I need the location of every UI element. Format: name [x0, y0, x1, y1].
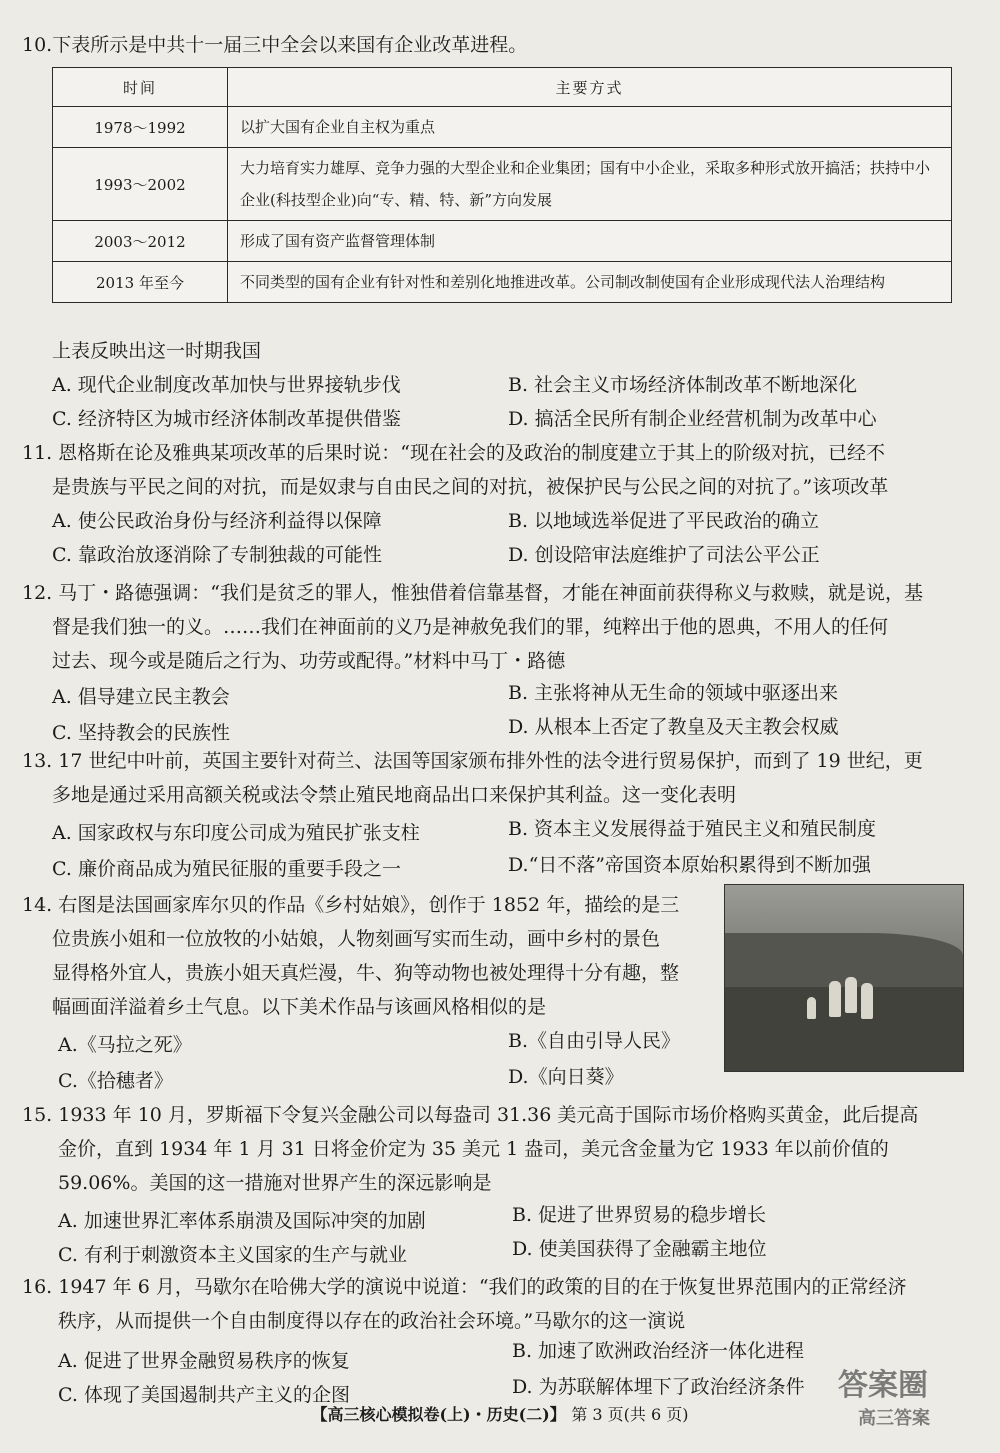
q14-option-c[interactable]: C.《拾穗者》 — [58, 1070, 173, 1092]
q16-option-a[interactable]: A. 促进了世界金融贸易秩序的恢复 — [58, 1350, 350, 1372]
q10-stem: 10.下表所示是中共十一届三中全会以来国有企业改革进程。 — [22, 34, 528, 56]
q11-option-c[interactable]: C. 靠政治放逐消除了专制独裁的可能性 — [52, 544, 382, 566]
header-way: 主要方式 — [228, 68, 952, 107]
q13-option-b[interactable]: B. 资本主义发展得益于殖民主义和殖民制度 — [508, 818, 877, 840]
q15-stem-line: 59.06%。美国的这一措施对世界产生的深远影响是 — [58, 1172, 492, 1194]
q11-stem-line: 是贵族与平民之间的对抗，而是奴隶与自由民之间的对抗，被保护民与公民之间的对抗了。”该项改革 — [52, 476, 889, 498]
q13-option-d[interactable]: D.“日不落”帝国资本原始积累得到不断加强 — [508, 854, 872, 876]
q16-option-b[interactable]: B. 加速了欧洲政治经济一体化进程 — [512, 1340, 805, 1362]
q11-option-a[interactable]: A. 使公民政治身份与经济利益得以保障 — [52, 510, 382, 532]
painting-figure — [845, 977, 857, 1013]
q10-option-c[interactable]: C. 经济特区为城市经济体制改革提供借鉴 — [52, 408, 401, 430]
q15-option-b[interactable]: B. 促进了世界贸易的稳步增长 — [512, 1204, 767, 1226]
q16-stem-line: 秩序，从而提供一个自由制度得以存在的政治社会环境。”马歇尔的这一演说 — [58, 1310, 686, 1332]
q13-option-a[interactable]: A. 国家政权与东印度公司成为殖民扩张支柱 — [52, 822, 420, 844]
painting-figure — [861, 983, 873, 1019]
row-way: 以扩大国有企业自主权为重点 — [228, 107, 952, 148]
table-header-row — [53, 68, 952, 107]
painting-figure — [829, 981, 841, 1017]
q12-stem-line: 12. 马丁・路德强调：“我们是贫乏的罪人，惟独借着信靠基督，才能在神面前获得称义与救赎，就是说，基 — [22, 582, 923, 604]
q16-stem-line: 16. 1947 年 6 月，马歇尔在哈佛大学的演说中说道：“我们的政策的目的在于恢复世界范围内的正常经济 — [22, 1276, 907, 1298]
row-time: 1978～1992 — [53, 107, 228, 148]
q16-option-c[interactable]: C. 体现了美国遏制共产主义的企图 — [58, 1384, 350, 1406]
page-footer — [0, 1402, 1000, 1425]
stamp-text-big: 答案圈 — [838, 1368, 928, 1403]
row-way: 大力培育实力雄厚、竞争力强的大型企业和企业集团；国有中小企业，采取多种形式放开搞活；扶持中小企业(科技型企业)向“专、精、特、新”方向发展 — [228, 148, 952, 221]
row-time: 2003～2012 — [53, 221, 228, 262]
q15-stem-line: 15. 1933 年 10 月，罗斯福下令复兴金融公司以每盎司 31.36 美元高于国际市场价格购买黄金，此后提高 — [22, 1104, 919, 1126]
q14-option-a[interactable]: A.《马拉之死》 — [58, 1034, 192, 1056]
row-way: 形成了国有资产监督管理体制 — [228, 221, 952, 262]
q14-stem-line: 位贵族小姐和一位放牧的小姑娘，人物刻画写实而生动，画中乡村的景色 — [52, 928, 661, 950]
q10-option-d[interactable]: D. 搞活全民所有制企业经营机制为改革中心 — [508, 408, 877, 430]
q14-option-d[interactable]: D.《向日葵》 — [508, 1066, 624, 1088]
q11-option-d[interactable]: D. 创设陪审法庭维护了司法公平公正 — [508, 544, 820, 566]
q15-option-c[interactable]: C. 有利于刺激资本主义国家的生产与就业 — [58, 1244, 407, 1266]
table-row — [53, 221, 952, 262]
table-row — [53, 107, 952, 148]
q16-option-d[interactable]: D. 为苏联解体埋下了政治经济条件 — [512, 1376, 805, 1398]
q15-option-d[interactable]: D. 使美国获得了金融霸主地位 — [512, 1238, 767, 1260]
q13-stem-line: 多地是通过采用高额关税或法令禁止殖民地商品出口来保护其利益。这一变化表明 — [52, 784, 737, 806]
q12-option-d[interactable]: D. 从根本上否定了教皇及天主教会权威 — [508, 716, 839, 738]
q12-option-a[interactable]: A. 倡导建立民主教会 — [52, 686, 230, 708]
stamp-text-small: 高三答案 — [858, 1408, 930, 1429]
q11-stem-line: 11. 恩格斯在论及雅典某项改革的后果时说：“现在社会的及政治的制度建立于其上的阶级对抗，已经不 — [22, 442, 885, 464]
table-row — [53, 262, 952, 303]
table-row — [53, 148, 952, 221]
q13-option-c[interactable]: C. 廉价商品成为殖民征服的重要手段之一 — [52, 858, 401, 880]
q14-stem-line: 幅画面洋溢着乡土气息。以下美术作品与该画风格相似的是 — [52, 996, 547, 1018]
q12-stem-line: 督是我们独一的义。……我们在神面前的义乃是神赦免我们的罪，纯粹出于他的恩典，不用人的任何 — [52, 616, 889, 638]
q12-stem-line: 过去、现今或是随后之行为、功劳或配得。”材料中马丁・路德 — [52, 650, 566, 672]
painting-cliff — [725, 933, 963, 989]
row-way: 不同类型的国有企业有针对性和差别化地推进改革。公司制改制使国有企业形成现代法人治理结构 — [228, 262, 952, 303]
painting-field — [725, 987, 963, 1071]
q12-option-b[interactable]: B. 主张将神从无生命的领域中驱逐出来 — [508, 682, 839, 704]
row-time: 2013 年至今 — [53, 262, 228, 303]
footer-series: 【高三核心模拟卷(上)・历史(二)】 — [311, 1405, 566, 1424]
q14-stem-line: 14. 右图是法国画家库尔贝的作品《乡村姑娘》，创作于 1852 年，描绘的是三 — [22, 894, 680, 916]
q10-follow: 上表反映出这一时期我国 — [52, 340, 262, 362]
q11-option-b[interactable]: B. 以地域选举促进了平民政治的确立 — [508, 510, 820, 532]
q14-option-b[interactable]: B.《自由引导人民》 — [508, 1030, 681, 1052]
row-time: 1993～2002 — [53, 148, 228, 221]
q15-option-a[interactable]: A. 加速世界汇率体系崩溃及国际冲突的加剧 — [58, 1210, 426, 1232]
painting-image — [724, 884, 964, 1072]
answer-stamp-logo — [838, 1360, 968, 1440]
q15-stem-line: 金价，直到 1934 年 1 月 31 日将金价定为 35 美元 1 盎司，美元含金量为它 1933 年以前价值的 — [58, 1138, 889, 1160]
header-time: 时间 — [53, 68, 228, 107]
reform-table — [52, 67, 952, 303]
q13-stem-line: 13. 17 世纪中叶前，英国主要针对荷兰、法国等国家颁布排外性的法令进行贸易保护，而到了 19 世纪，更 — [22, 750, 923, 772]
painting-figure — [807, 997, 816, 1019]
q10-option-b[interactable]: B. 社会主义市场经济体制改革不断地深化 — [508, 374, 858, 396]
q10-option-a[interactable]: A. 现代企业制度改革加快与世界接轨步伐 — [52, 374, 401, 396]
q12-option-c[interactable]: C. 坚持教会的民族性 — [52, 722, 230, 744]
q14-stem-line: 显得格外宜人，贵族小姐天真烂漫，牛、狗等动物也被处理得十分有趣，整 — [52, 962, 680, 984]
footer-page-number: 第 3 页(共 6 页) — [571, 1405, 689, 1424]
